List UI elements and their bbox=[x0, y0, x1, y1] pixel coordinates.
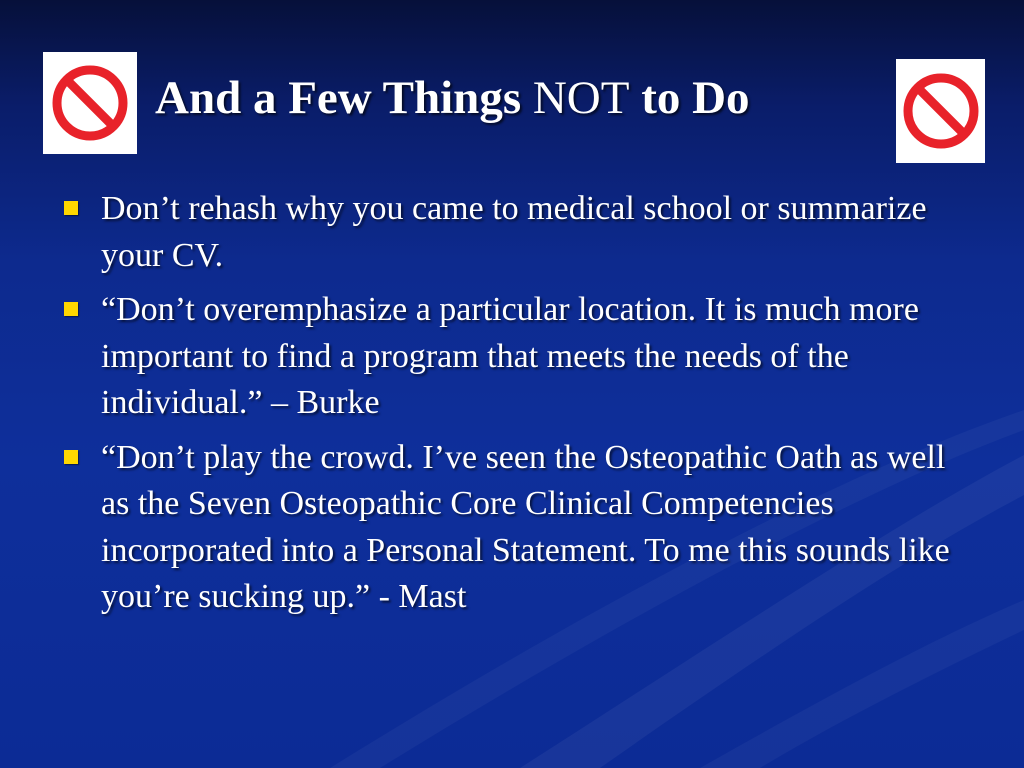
bullet-text: “Don’t play the crowd. I’ve seen the Osteopathic Oath as well as the Seven Osteopathic Core Clinical Competencies incorporated into a Personal Statement. To me this sounds like you’re sucking up.” - Mast bbox=[101, 438, 950, 615]
no-symbol-icon bbox=[50, 63, 130, 143]
title-bold-part: And a Few Things bbox=[155, 72, 533, 124]
bullet-text: Don’t rehash why you came to medical school or summarize your CV. bbox=[101, 190, 927, 274]
bullet-item bbox=[62, 186, 982, 279]
bullet-list bbox=[62, 186, 982, 629]
bullet-marker bbox=[64, 302, 78, 316]
bullet-marker bbox=[64, 201, 78, 215]
title-tail-part: to Do bbox=[629, 72, 750, 124]
no-symbol-icon-right bbox=[896, 59, 985, 163]
slide-title bbox=[155, 70, 750, 126]
no-symbol-icon-left bbox=[43, 52, 137, 154]
bullet-item bbox=[62, 287, 982, 427]
bullet-item bbox=[62, 435, 982, 621]
no-symbol-icon bbox=[901, 71, 981, 151]
bullet-text: “Don’t overemphasize a particular location. It is much more important to find a program that meets the needs of the individual.” – Burke bbox=[101, 291, 919, 421]
title-not-word: NOT bbox=[532, 72, 630, 124]
bullet-marker bbox=[64, 450, 78, 464]
